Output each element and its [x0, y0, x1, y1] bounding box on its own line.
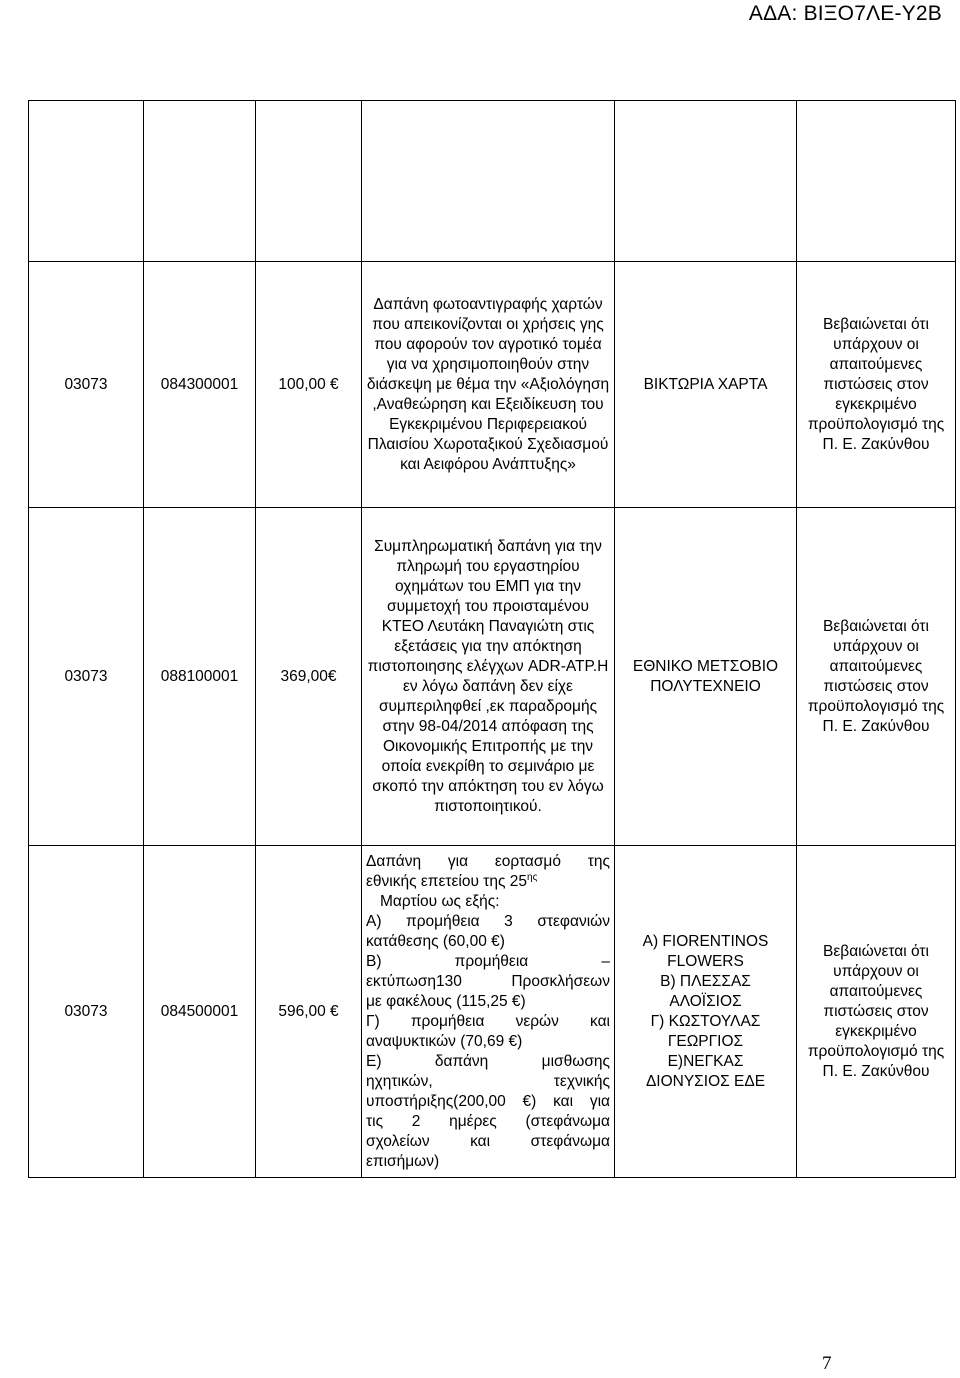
description-cell — [362, 846, 615, 1178]
amount-cell: 369,00€ — [256, 508, 362, 846]
description-line: Α) προμήθεια 3 στεφανιών — [366, 912, 610, 930]
description-line: εκτύπωση130 Προσκλήσεων — [366, 972, 610, 990]
description-line: Ε) δαπάνη μισθωσης — [366, 1052, 610, 1070]
description-cell: Δαπάνη φωτοαντιγραφής χαρτών που απεικονίζονται οι χρήσεις γης που αφορούν τον αγροτικό τομέα για να χρησιμοποιηθούν στην διάσκεψη με θέμα την «Αξιολόγηση ,Αναθεώρηση και Εξειδίκευση του Εγκεκριμένου Περιφερειακού Πλαισίου Χωροταξικού Σχεδιασμού και Αειφόρου Ανάπτυξης» — [362, 262, 615, 508]
certification-note-cell: Βεβαιώνεται ότι υπάρχουν οι απαιτούμενες πιστώσεις στον προϋπολογισμό της Π. Ε. Ζακύνθου — [797, 508, 956, 846]
description-line: Μαρτίου ως εξής: — [380, 892, 500, 910]
expense-table — [28, 100, 956, 1178]
supplier-line: FLOWERS — [667, 952, 744, 970]
supplier-line: Β) ΠΛΕΣΣΑΣ — [660, 972, 751, 990]
description-line: με φακέλους (115,25 €) — [366, 992, 526, 1010]
table-row — [29, 508, 956, 846]
description-line: επισήμων) — [366, 1152, 440, 1170]
supplier-line: Ε)ΝΕΓΚΑΣ — [667, 1052, 744, 1070]
table-row — [29, 262, 956, 508]
description-line: αναψυκτικών (70,69 €) — [366, 1032, 523, 1050]
supplier-line: ΓΕΩΡΓΙΟΣ — [667, 1032, 744, 1050]
description-line: Β) προμήθεια – — [366, 952, 610, 970]
description-line: Δαπάνη για εορτασμό της — [366, 852, 610, 870]
description-line: σχολείων και στεφάνωμα — [366, 1132, 610, 1150]
description-line: υποστήριξης(200,00 €) και για — [366, 1092, 610, 1110]
supplier-line: Γ) ΚΩΣΤΟΥΛΑΣ — [650, 1012, 761, 1030]
kae-cell: 084500001 — [144, 846, 256, 1178]
budget-code-cell: 03073 — [29, 846, 144, 1178]
kae-cell: 084300001 — [144, 262, 256, 508]
supplier-cell: ΒΙΚΤΩΡΙΑ ΧΑΡΤΑ — [615, 262, 797, 508]
amount-cell: 100,00 € — [256, 262, 362, 508]
supplier-line: ΔΙΟΝΥΣΙΟΣ ΕΔΕ — [645, 1072, 766, 1090]
description-line: κατάθεσης (60,00 €) — [366, 932, 505, 950]
supplier-cell: ΕΘΝΙΚΟ ΜΕΤΣΟΒΙΟ ΠΟΛΥΤΕΧΝΕΙΟ — [615, 508, 797, 846]
ordinal-suffix: ης — [527, 871, 538, 883]
document-code: ΑΔΑ: ΒΙΞΟ7ΛΕ-Υ2Β — [748, 2, 942, 25]
kae-cell: 088100001 — [144, 508, 256, 846]
description-cell: Συμπληρωματική δαπάνη για την πληρωμή του εργαστηρίου οχημάτων του ΕΜΠ για την συμμετοχή του προισταμένου ΚΤΕΟ Λευτάκη Παναγιώτη στις εξετάσεις για την απόκτηση πιστοποιησης ελέγχων ADR-ATP.Η εν λόγω δαπάνη δεν είχε συμπεριληφθεί ,εκ παραδρομής στην 98-04/2014 απόφαση της Οικονομικής Επιτροπής με την οποία ενεκρίθη το σεμινάριο με σκοπό την απόκτηση του εν λόγω πιστοποιητικού. — [362, 508, 615, 846]
supplier-line: ΑΛΟΪΣΙΟΣ — [669, 992, 742, 1010]
description-line: Γ) προμήθεια νερών και — [366, 1012, 610, 1030]
table-row-blank — [29, 101, 956, 262]
description-line: τις 2 ημέρες (στεφάνωμα — [366, 1112, 610, 1130]
certification-note-cell: Βεβαιώνεται ότι υπάρχουν οι απαιτούμενες πιστώσεις στον εγκεκριμένο προϋπολογισμό της Π. Ε. Ζακύνθου — [797, 846, 956, 1178]
table-row — [29, 846, 956, 1178]
description-line: εθνικής επετείου της $25^{\eta\varsigma}$ — [366, 871, 538, 890]
certification-note-cell: Βεβαιώνεται ότι υπάρχουν οι απαιτούμενες πιστώσεις στον εγκεκριμένο προϋπολογισμό της Π. Ε. Ζακύνθου — [797, 262, 956, 508]
amount-cell: 596,00 € — [256, 846, 362, 1178]
budget-code-cell: 03073 — [29, 508, 144, 846]
supplier-cell — [615, 846, 797, 1178]
page-number: 7 — [822, 1353, 832, 1374]
budget-code-cell: 03073 — [29, 262, 144, 508]
supplier-line: Α) FIORENTINOS — [642, 932, 769, 950]
description-line: ηχητικών, τεχνικής — [366, 1072, 610, 1090]
